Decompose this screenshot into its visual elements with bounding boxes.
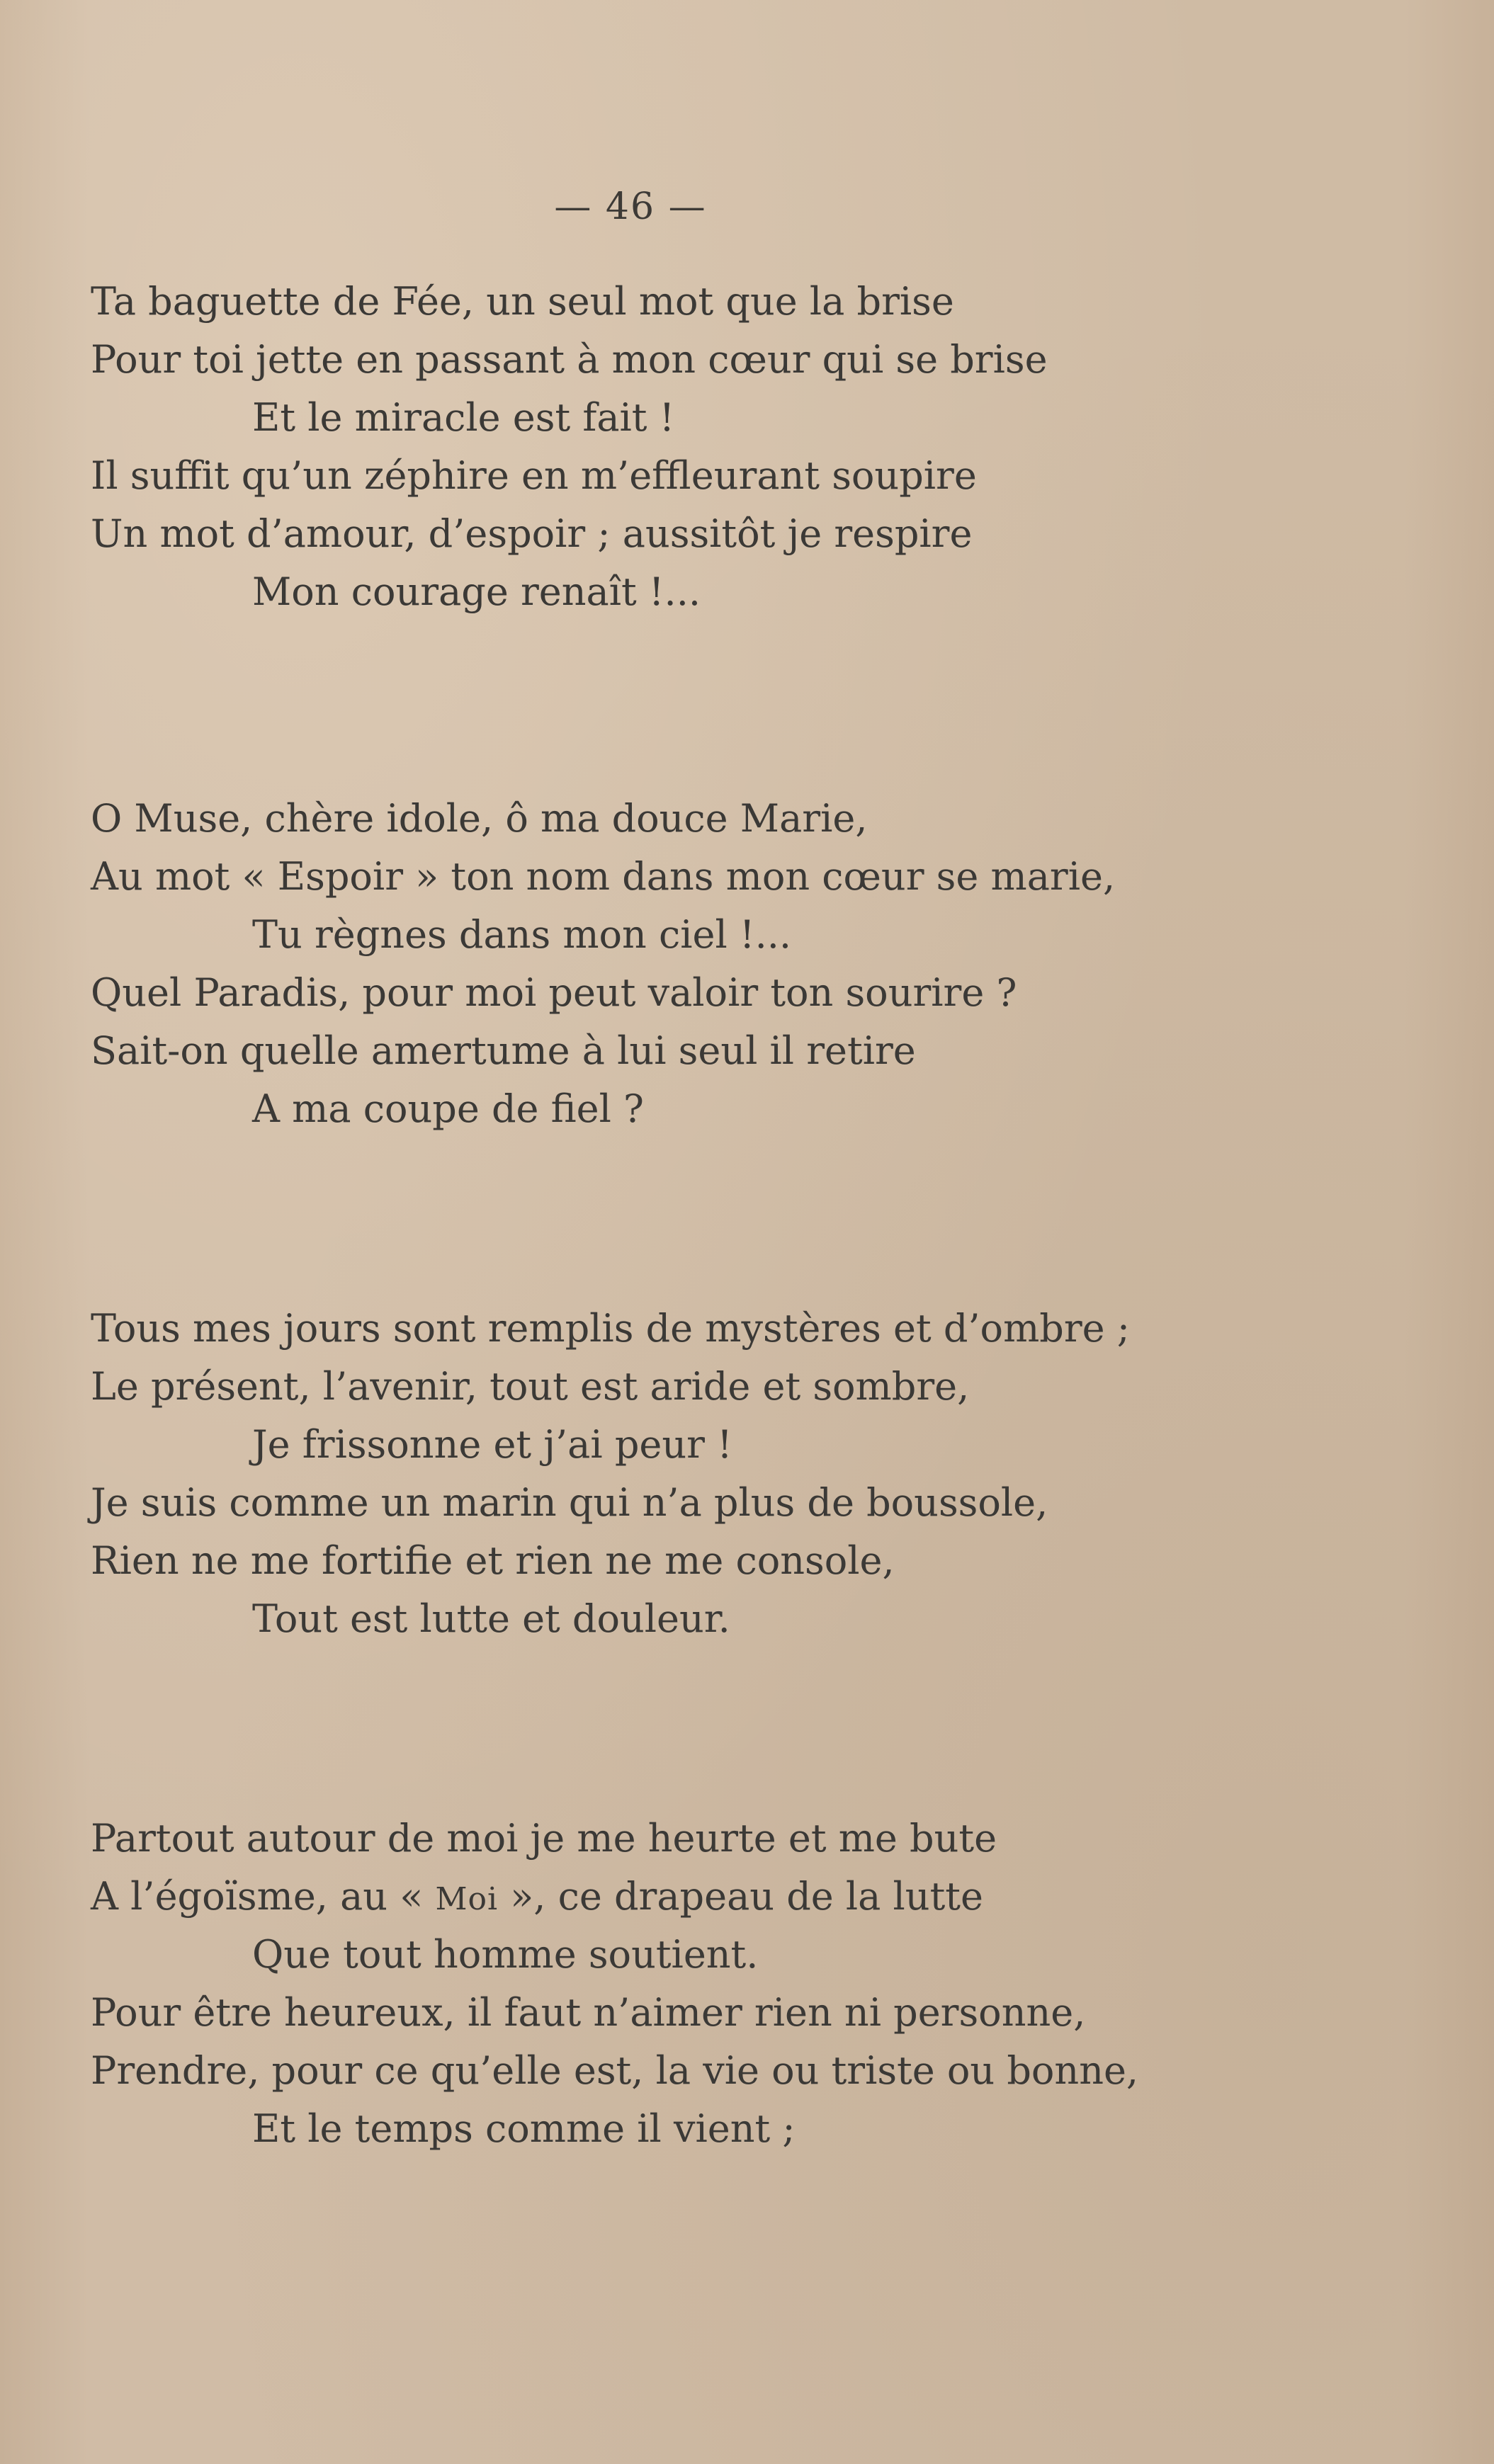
verse-line-short: A ma coupe de fiel ? — [252, 1086, 644, 1131]
verse-line: Partout autour de moi je me heurte et me bute — [91, 1816, 997, 1861]
verse-line: Quel Paradis, pour moi peut valoir ton sourire ? — [91, 970, 1017, 1015]
verse-line-short: Tu règnes dans mon ciel !... — [252, 912, 792, 957]
stanza-3 — [91, 1300, 1408, 1648]
verse-line-with-smallcaps — [91, 1868, 1408, 1926]
verse-line-short: Je frissonne et j’ai peur ! — [252, 1422, 732, 1467]
verse-line: Rien ne me fortifie et rien ne me console, — [91, 1538, 895, 1583]
verse-line: Pour toi jette en passant à mon cœur qui se brise — [91, 337, 1048, 382]
smallcaps-word: Moi — [435, 1881, 499, 1917]
verse-fragment: A l’égoïsme, au « — [91, 1874, 436, 1919]
verse-line-short: Que tout homme soutient. — [252, 1932, 759, 1977]
verse-line: Un mot d’amour, d’espoir ; aussitôt je respire — [91, 511, 973, 556]
verse-line: Il suffit qu’un zéphire en m’effleurant soupire — [91, 453, 977, 498]
verse-line: Ta baguette de Fée, un seul mot que la brise — [91, 279, 954, 324]
verse-fragment: », ce drapeau de la lutte — [498, 1874, 983, 1919]
verse-line: Je suis comme un marin qui n’a plus de boussole, — [91, 1480, 1048, 1525]
verse-line-short: Tout est lutte et douleur. — [252, 1596, 730, 1641]
verse-line-short: Et le miracle est fait ! — [252, 395, 675, 440]
verse-line: Pour être heureux, il faut n’aimer rien ni personne, — [91, 1990, 1086, 2035]
verse-line-short: Et le temps comme il vient ; — [252, 2106, 796, 2151]
stanza-4 — [91, 1810, 1408, 2158]
stanza-1 — [91, 273, 1408, 621]
verse-line: Sait-on quelle amertume à lui seul il retire — [91, 1028, 916, 1073]
verse-line-short: Mon courage renaît !... — [252, 569, 701, 614]
verse-line: Tous mes jours sont remplis de mystères et d’ombre ; — [91, 1306, 1130, 1351]
verse-line: Le présent, l’avenir, tout est aride et sombre, — [91, 1364, 970, 1409]
stanza-2 — [91, 790, 1408, 1138]
verse-line: Au mot « Espoir » ton nom dans mon cœur se marie, — [91, 854, 1116, 899]
verse-line: Prendre, pour ce qu’elle est, la vie ou triste ou bonne, — [91, 2048, 1139, 2093]
verse-line: O Muse, chère idole, ô ma douce Marie, — [91, 796, 868, 841]
page-number: — 46 — — [554, 186, 707, 228]
